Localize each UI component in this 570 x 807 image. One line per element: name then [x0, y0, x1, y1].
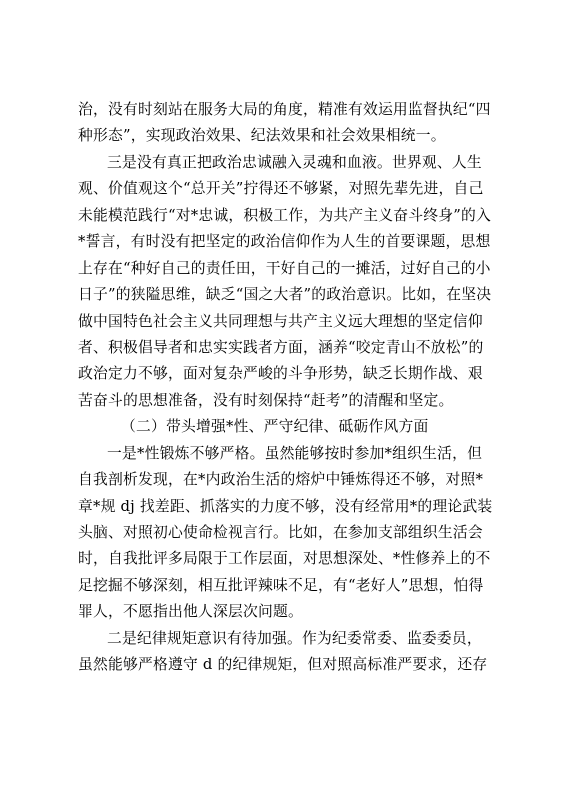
text-line: 治，没有时刻站在服务大局的角度，精准有效运用监督执纪“四 — [78, 101, 491, 118]
text-line: 观、价值观这个“总开关”拧得还不够紧，对照先辈先进，自己 — [78, 180, 484, 198]
paragraph-start-line: 三是没有真正把政治忠诚融入灵魂和血液。世界观、人生 — [107, 153, 482, 171]
text-line: 做中国特色社会主义共同理想与共产主义远大理想的坚定信仰 — [78, 312, 483, 330]
body-text — [78, 97, 496, 679]
text-line: 苦奋斗的思想准备，没有时刻保持“赶考”的清醒和坚定。 — [78, 391, 454, 409]
text-line: 自我剖析发现，在*内政治生活的熔炉中锤炼得还不够，对照* — [78, 471, 484, 489]
text-line: 未能模范践行“对*忠诚，积极工作，为共产主义奋斗终身”的入 — [78, 206, 492, 224]
text-line: 政治定力不够，面对复杂严峻的斗争形势，缺乏长期作战、艰 — [78, 365, 483, 383]
text-line: 头脑、对照初心使命检视言行。比如，在参加支部组织生活会 — [78, 524, 483, 541]
text-line: 章*规 dj 找差距、抓落实的力度不够，没有经常用*的理论武装 — [78, 497, 493, 515]
text-line: 种形态”，实现政治效果、纪法效果和社会效果相统一。 — [78, 127, 446, 145]
text-line: 上存在“种好自己的责任田，干好自己的一摊活，过好自己的小 — [78, 259, 491, 277]
text-line: 足挖掘不够深刻，相互批评辣味不足，有“老好人”思想，怕得 — [78, 576, 484, 594]
text-line: 者、积极倡导者和忠实实践者方面，涵养“咬定青山不放松”的 — [78, 338, 484, 356]
text-line: 罪人，不愿指出他人深层次问题。 — [78, 603, 303, 621]
text-line: 时，自我批评多局限于工作层面，对思想深处、*性修养上的不 — [78, 550, 491, 568]
paragraph-start-line: 二是纪律规矩意识有待加强。作为纪委常委、监委委员， — [107, 629, 482, 647]
text-line: *誓言，有时没有把坚定的政治信仰作为人生的首要课题，思想 — [78, 233, 491, 251]
section-heading: （二）带头增强*性、严守纪律、砥砺作风方面 — [121, 418, 429, 436]
text-line: 日子”的狭隘思维，缺乏“国之大者”的政治意识。比如，在坚决 — [78, 286, 492, 304]
text-line: 虽然能够严格遵守 d 的纪律规矩，但对照高标准严要求，还存 — [78, 656, 488, 674]
paragraph-start-line: 一是*性锻炼不够严格。虽然能够按时参加*组织生活，但 — [107, 444, 483, 462]
